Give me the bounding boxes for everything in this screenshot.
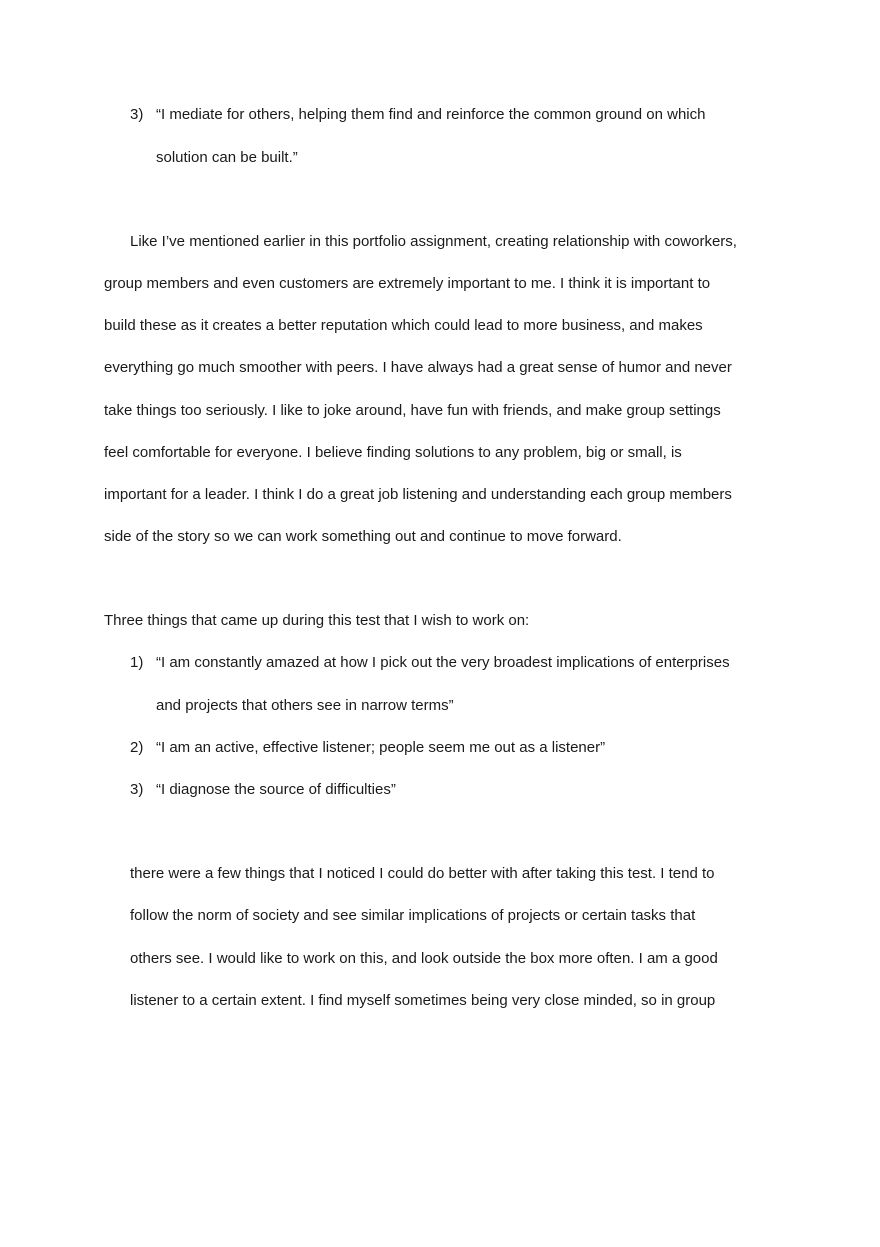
paragraph-line: group members and even customers are extremely important to me. I think it is important to (104, 275, 711, 292)
paragraph-line: follow the norm of society and see similar implications of projects or certain tasks that (130, 907, 696, 924)
paragraph-line: others see. I would like to work on this, and look outside the box more often. I am a good (130, 950, 718, 967)
list-item-text: “I diagnose the source of difficulties” (156, 781, 396, 798)
list-item-text: “I mediate for others, helping them find and reinforce the common ground on which (156, 106, 706, 123)
paragraph-line: Like I’ve mentioned earlier in this portfolio assignment, creating relationship with coworkers, (130, 233, 737, 250)
list-number: 3) (130, 106, 144, 123)
list-number: 1) (130, 654, 144, 671)
paragraph-line: listener to a certain extent. I find myself sometimes being very close minded, so in group (130, 992, 716, 1009)
paragraph-line: build these as it creates a better reputation which could lead to more business, and makes (104, 317, 703, 334)
list-item-text: “I am constantly amazed at how I pick out the very broadest implications of enterprises (156, 654, 730, 671)
list-intro: Three things that came up during this test that I wish to work on: (104, 612, 530, 629)
paragraph-line: there were a few things that I noticed I could do better with after taking this test. I tend to (130, 865, 715, 882)
paragraph-line: important for a leader. I think I do a great job listening and understanding each group members (104, 486, 732, 503)
paragraph-line: side of the story so we can work something out and continue to move forward. (104, 528, 622, 545)
paragraph-line: everything go much smoother with peers. I have always had a great sense of humor and never (104, 359, 732, 376)
list-number: 3) (130, 781, 144, 798)
list-number: 2) (130, 739, 144, 756)
list-item-text: solution can be built.” (156, 149, 298, 166)
paragraph-line: take things too seriously. I like to joke around, have fun with friends, and make group settings (104, 402, 721, 419)
paragraph-line: feel comfortable for everyone. I believe finding solutions to any problem, big or small, is (104, 444, 682, 461)
list-item-text: “I am an active, effective listener; people seem me out as a listener” (156, 739, 606, 756)
list-item-text: and projects that others see in narrow terms” (156, 697, 454, 714)
